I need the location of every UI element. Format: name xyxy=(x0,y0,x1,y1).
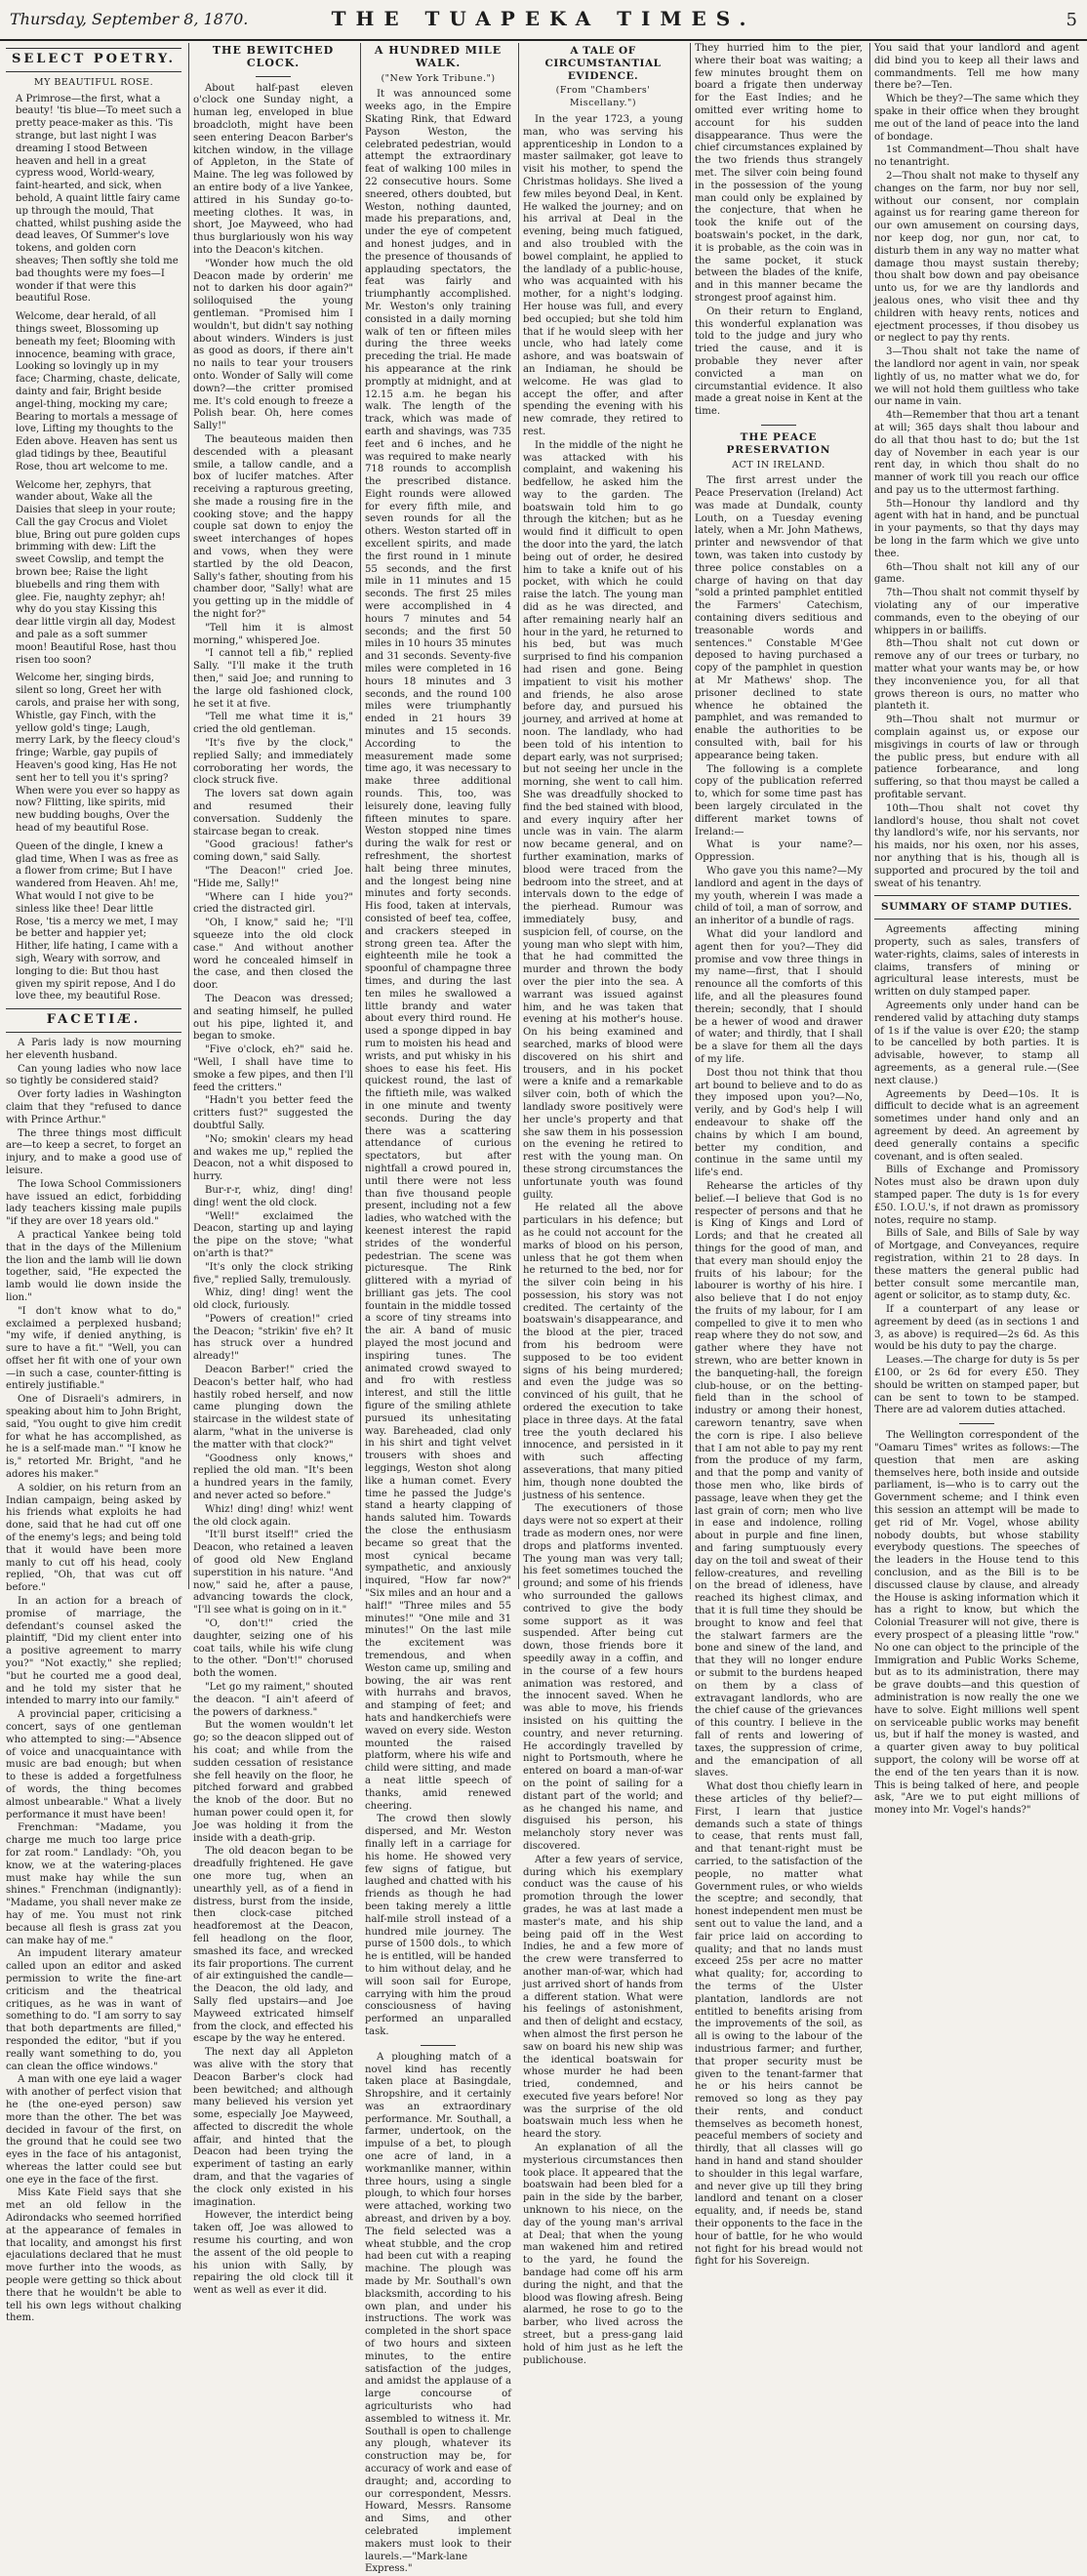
facetiae-item: In an action for a breach of promise of marriage, the defendant's counsel asked the plaintiff, "Did my client enter into a positive agreement to marry you?" "Not exactly," she replied; "but he courted me a good deal, and he told my sister that he intended to marry into our family." xyxy=(6,1596,181,1707)
article-paragraph: Rehearse the articles of thy belief.—I believe that God is no respecter of persons and that he is King of Kings and Lord of Lords; and that he created all things for the good of man, and that every man should enjoy the fruits of his labour; for the labourer is worthy of his hire. I also believe that I do not enjoy the fruits of my labour, for I am compelled to give it to men who reap where they do not sow, and gather where they have not strewn, who are better known in the banqueting-hall, the foreign club-house, or on the betting-field than in the school of industry or among their honest, careworn tenantry, save when the corn is ripe. I also believe that I am not able to pay my rent from the produce of my farm, and that the pomp and vanity of those men who, like birds of passage, leave when they get the last grain of corn; men who live in ease and indolence, rolling about in purple and fine linen, and faring sumptuously every day on the toil and sweat of their fellow-creatures, and revelling on the bread of idleness, have reached its highest climax, and that it is full time they should be brought to know and feel that the stalwart farmers are the bone and sinew of the land, and that they will no longer endure or submit to the burdens heaped on them by a class of extravagant landlords, who are the chief cause of the grievances of this country. I believe in the fall of rents and lowering of taxes, the suppression of crime, and the emancipation of all slaves. xyxy=(695,1180,863,1779)
article-paragraph: In the middle of the night he was attacked with his complaint, and wakening his bedfellow, he asked him the way to the garden. The boatswain told him to go through the kitchen; but as he would find it difficult to open the door into the yard, the latch being out of order, he desired him to take a knife out of his pocket, with which he could raise the latch. The young man did as he was directed, and after remaining nearly half an hour in the yard, he returned to his bed, but was much surprised to find his companion had risen and gone. Being impatient to visit his mother and friends, he also arose before day, and pursued his journey, and arrived at home at noon. The landlady, who had been told of his intention to depart early, was not surprised; but not seeing her uncle in the morning, she went to call him. She was dreadfully shocked to find the bed stained with blood, and every inquiry after her uncle was in vain. The alarm now became general, and on further examination, marks of blood were traced from the bedroom into the street, and at intervals down to the edge of the pierhead. Rumour was immediately busy, and suspicion fell, of course, on the young man who slept with him, that he had committed the murder and thrown the body over the pier into the sea. A warrant was issued against him, and he was taken that evening at his mother's house. On his being examined and searched, marks of blood were discovered on his shirt and trousers, and in his pocket were a knife and a remarkable silver coin, both of which the landlady swore positively were her uncle's property and that she saw them in his possession on the evening he retired to rest with the young man. On these strong circumstances the unfortunate youth was found guilty. xyxy=(523,439,683,1201)
article-paragraph: About half-past eleven o'clock one Sunday night, a human leg, enveloped in blue broadcloth, might have been seen entering Deacon Barber's kitchen window, in the village of Appleton, in the State of Maine. The leg was followed by an entire body of a live Yankee, attired in his Sunday go-to-meeting clothes. It was, in short, Joe Mayweed, who had thus burglariously won his way into the Deacon's kitchen. xyxy=(193,82,353,256)
facetiae-item: An impudent literary amateur called upon an editor and asked permission to write the fine-art criticism and the theatrical critiques, as he was in want of something to do. "I am sorry to say that both departments are filled," responded the editor, "but if you really want something to do, you can clean the office windows." xyxy=(6,1948,181,2072)
article-paragraph: Whiz! ding! ding! whiz! went the old clock again. xyxy=(193,1503,353,1528)
column-rule xyxy=(518,43,519,1589)
column-1 xyxy=(6,43,185,2324)
article-paragraph: "O, don't!" cried the daughter, seizing one of his coat tails, while his wife clung to the other. "Don't!" chorused both the women. xyxy=(193,1618,353,1680)
article-source: ("New York Tribune.") xyxy=(381,72,496,84)
article-paragraph: "Tell me what time it is," cried the old gentleman. xyxy=(193,712,353,736)
article-paragraph: Whiz, ding! ding! went the old clock, furiously. xyxy=(193,1288,353,1312)
column-2 xyxy=(193,43,357,2297)
article-paragraph: "No; smokin' clears my head and wakes me up," replied the Deacon, not a whit disposed to hurry. xyxy=(193,1133,353,1183)
section-divider xyxy=(6,71,181,72)
facetiae-item: Miss Kate Field says that she met an old fellow in the Adirondacks who seemed horrified at the appearance of females in that locality, and amongst his first ejaculations declared that he must move further into the woods, as people were getting so thick about there that he wouldn't be able to tell his own legs without chalking them. xyxy=(6,2188,181,2324)
article-paragraph: It was announced some weeks ago, in the Empire Skating Rink, that Edward Payson Weston, the celebrated pedestrian, would attempt the extraordinary feat of walking 100 miles in 22 consecutive hours. Some sneered, others doubted, but Weston, nothing daunted, made his preparations, and, under the eye of competent and honest judges, and in the presence of thousands of applauding spectators, the feat was fairly and triumphantly accomplished. Mr. Weston's only training consisted in a daily morning walk of ten or fifteen miles during the three weeks preceding the trial. He made his appearance at the rink promptly at midnight, and at 12.15 a.m. he began his walk. The length of the track, which was made of earth and shavings, was 735 feet and 6 inches, and he was required to make nearly 718 rounds to accomplish the prescribed distance. Eight rounds were allowed for every fifth mile, and seven rounds for all the others. Weston started off in excellent spirits, and made the first round in 1 minute 55 seconds, and the first mile in 11 minutes and 15 seconds. The first 25 miles were accomplished in 4 hours 7 minutes and 54 seconds; and the first 50 miles in 10 hours 35 minutes and 31 seconds. Seventy-five miles were completed in 16 hours 18 minutes and 3 seconds, and the round 100 miles were triumphantly ended in 21 hours 39 minutes and 15 seconds. According to the measurement made some time ago, it was necessary to make three additional rounds. This, too, was leisurely done, leaving fully fifteen minutes to spare. Weston stopped nine times during the walk for rest or refreshment, the shortest halt being three minutes, and the longest being nine minutes and forty seconds. His food, taken at intervals, consisted of beef tea, coffee, and crackers steeped in strong green tea. After the eighteenth mile he took a spoonful of champagne three times, and during the last ten miles he swallowed a little brandy and water about every third round. He used a sponge dipped in bay rum to moisten his head and wrists, and put whisky in his shoes to ease his feet. His quickest round, the last of the fiftieth mile, was walked in one minute and twenty seconds. During the day there was a scattering attendance of curious spectators, but after nightfall a crowd poured in, until there were not less than five thousand people present, including not a few ladies, who watched with the keenest interest the rapid strides of the wonderful pedestrian. The scene was picturesque. The Rink glittered with a myriad of brilliant gas jets. The cool fountain in the middle tossed a score of tiny streams into the air. A band of music played the most jocund and inspiring tunes. The animated crowd swayed to and fro with restless interest, and still the little figure of the smiling athlete pursued its unhesitating way. Bareheaded, clad only in his shirt and tight velvet trousers with shoes and leggings, Weston shot along like a human comet. Every time he passed the Judge's stand a hearty clapping of hands saluted him. Towards the close the enthusiasm became so great that the most cynical became sympathetic, and anxiously inquired, "How far now?" "Six miles and an hour and a half!" "Three miles and 55 minutes!" "One mile and 31 minutes!" On the last mile the excitement was tremendous, and when Weston came up, smiling and bowing, the air was rent with hurrahs and bravos, and stamping of feet; and hats and handkerchiefs were waved on every side. Weston mounted the raised platform, where his wife and child were sitting, and made a neat little speech of thanks, amid renewed cheering. xyxy=(365,89,511,1812)
article-paragraph: The following is a complete copy of the publication referred to, which for some time past has been largely circulated in the different market towns of Ireland:— xyxy=(695,763,863,838)
column-rule xyxy=(869,43,870,1589)
article-paragraph: On their return to England, this wonderful explanation was told to the judge and jury who tried the cause, and it is probable they never after convicted a man on circumstantial evidence. It also made a great noise in Kent at the time. xyxy=(695,306,863,418)
article-paragraph: 7th—Thou shalt not commit thyself by violating any of our imperative commands, even to the obeying of our whippers in or bailiffs. xyxy=(874,588,1079,636)
heading-rule xyxy=(256,76,291,77)
masthead xyxy=(0,0,1087,41)
article-paragraph: The executioners of those days were not so expert at their trade as modern ones, nor were drops and platforms invented. The young man was very tall; his feet sometimes touched the ground; and some of his friends who surrounded the gallows contrived to give the body some support as it was suspended. After being cut down, those friends bore it speedily away in a coffin, and in the course of a few hours animation was restored, and the innocent saved. When he was able to move, his friends insisted on his quitting the country, and never returning. He accordingly travelled by night to Portsmouth, where he entered on board a man-of-war on the point of sailing for a distant part of the world; and as he changed his name, and disguised his person, his melancholy story never was discovered. xyxy=(523,1503,683,1852)
article-paragraph: 2—Thou shalt not make to thyself any changes on the farm, nor buy nor sell, without our consent, nor complain against us for rearing game thereon for our own amusement on coursing days, nor keep dog, nor gun, nor cat, to disturb them in any way no matter what damage thou mayst sustain thereby; thou shalt bow down and pay obeisance unto us, for we are thy landlords and jealous ones, who visit thee and thy children with heavy rents, notices and ejectment processes, if thou disobey us or neglect to pay thy rents. xyxy=(874,170,1079,345)
facetiae-item: Frenchman: "Madame, you charge me much too large price for zat room." Landlady: "Oh, you know, we at the watering-places must make hay while the sun shines." Frenchman (indignantly): "Madame, you shall never make ze hay of me. You must not rink because all flesh is grass zat you can make hay of me." xyxy=(6,1822,181,1946)
section-divider xyxy=(6,48,181,49)
article-paragraph: Agreements by Deed—10s. It is difficult to decide what is an agreement sometimes under hand only and an agreement by deed. An agreement by deed generally contains a specific covenant, and is often sealed. xyxy=(874,1088,1079,1163)
facetiae-item: A provincial paper, criticising a concert, says of one gentleman who attempted to sing:—"Absence of voice and unacquaintance with music are bad enough; but when to these is added a forgetfulness of words, the thing becomes almost unbearable." What a lively performance it must have been! xyxy=(6,1709,181,1820)
section-divider xyxy=(6,1032,181,1033)
article-paragraph: The next day all Appleton was alive with the story that Deacon Barber's clock had been bewitched; and although many believed his version yet some, especially Joe Mayweed, affected to discredit the whole affair, and hinted that the Deacon had been trying the experiment of tasting an early dram, and that the vagaries of the clock only existed in his imagination. xyxy=(193,2047,353,2208)
article-paragraph: 9th—Thou shalt not murmur or complain against us, or expose our misgivings in courts of law or through the public press, but endure with all patience forbearance, and long suffering, so that thou mayst be called a profitable servant. xyxy=(874,715,1079,801)
article-paragraph: "Tell him it is almost morning," whispered Joe. xyxy=(193,622,353,646)
poem-stanza: Welcome, dear herald, of all things sweet, Blossoming up beneath my feet; Blooming with innocence, beaming with grace, Looking so lovingly up in my face; Charming, chaste, delicate, dainty and fair, Bright beside angel-thing, mocking my care; Bearing to mortals a message of love, Lifting my thoughts to the Eden above. Heaven has sent us glad tidings by thee, Beautiful Rose, thou art welcome to me. xyxy=(16,311,181,472)
peace-preservation-subheading: ACT IN IRELAND. xyxy=(732,459,825,470)
column-rule xyxy=(360,43,361,1589)
article-paragraph: They hurried him to the pier, where their boat was waiting; a few minutes brought them on board a frigate then underway for the East Indies; and he omitted ever writing home to account for his sudden disappearance. Thus were the chief circumstances explained by the two friends thus strangely met. The silver coin being found in the possession of the young man could only be explained by the conjecture, that when he took the knife out of the boatswain's pocket, in the dark, it is probable, as the coin was in the same pocket, it stuck between the blades of the knife, and in this manner became the strongest proof against him. xyxy=(695,43,863,304)
article-paragraph: "The Deacon!" cried Joe. "Hide me, Sally!" xyxy=(193,866,353,889)
facetiae-item: A man with one eye laid a wager with another of perfect vision that he (the one-eyed person) saw more than the other. The bet was decided in favour of the first, on the ground that he could see two eyes in the face of his antagonist, whereas the latter could see but one eye in the face of the first. xyxy=(6,2074,181,2186)
facetiae-item: A practical Yankee being told that in the days of the Millenium the lion and the lamb will lie down together, said, "He expected the lamb would lie down inside the lion." xyxy=(6,1229,181,1303)
article-paragraph: "It's five by the clock," replied Sally; and immediately corroborating her words, the clock struck five. xyxy=(193,738,353,787)
article-paragraph: "Well!" exclaimed the Deacon, starting up and laying the pipe on the stove; "what on'arth is that?" xyxy=(193,1210,353,1259)
article-paragraph: Bills of Sale, and Bills of Sale by way of Mortgage, and Conveyances, require registration, within 21 to 28 days. In these matters the general public had better consult some mercantile man, agent or solicitor, as to stamp duty, &c. xyxy=(874,1228,1079,1302)
article-paragraph: Who gave you this name?—My landlord and agent in the days of my youth, wherein I was made a child of toil, a man of sorrow, and an inheritor of a bundle of rags. xyxy=(695,866,863,927)
article-paragraph: "Wonder how much the old Deacon made by orderin' me not to darken his door again?" soliloquised the young gentleman. "Promised him I wouldn't, but didn't say nothing about winders. Winders is just as good as doors, if there ain't no nails to tear your trousers onto. Wonder of Sally will come down?—the critter promised me. It's cold enough to freeze a Polish bear. Oh, here comes Sally!" xyxy=(193,258,353,432)
peace-preservation-heading: THE PEACE PRESERVATION xyxy=(726,430,831,456)
section-divider xyxy=(6,1008,181,1009)
poem-stanza: Queen of the dingle, I knew a glad time, When I was as free as a flower from crime; But I have wandered from Heaven. Ah! me, What would I not give to be sinless like thee! Dear little Rose, 'tis a mercy we met, I may be better and happier yet; Hither, life hating, I came with a sigh, Weary with sorrow, and longing to die: But thou hast given my spirit repose, And I do love thee, my beautiful Rose. xyxy=(16,840,179,1002)
article-paragraph: The first arrest under the Peace Preservation (Ireland) Act was made at Dundalk, county Louth, on a Tuesday evening lately, when a Mr. John Mathews, printer and newsvendor of that town, was taken into custody by three police constables on a charge of having on that day "sold a printed pamphlet entitled the Farmers' Catechism, containing divers seditious and treasonable words and sentences." Constable M'Gee deposed to having purchased a copy of the pamphlet in question at Mr Mathews' shop. The prisoner declined to state whence he obtained the pamphlet, and was remanded to enable the authorities to be consulted with, bail for his appearance being taken. xyxy=(695,475,863,761)
article-paragraph: "It's only the clock striking five," replied Sally, tremulously. xyxy=(193,1261,353,1286)
article-paragraph: An explanation of all the mysterious circumstances then took place. It appeared that the boatswain had been bled for a pain in the side by the barber, unknown to his niece, on the day of the young man's arrival at Deal; that when the young man wakened him and retired to the yard, he found the bandage had come off his arm during the night, and that the blood was flowing afresh. Being alarmed, he rose to go to the barber, who lived across the street, but a press-gang laid hold of him just as he left the publichouse. xyxy=(523,2143,683,2366)
article-paragraph: Deacon Barber!" cried the Deacon's better half, who had hastily robed herself, and now came plunging down the staircase in the wildest state of alarm, "what in the universe is the matter with that clock?" xyxy=(193,1365,353,1451)
poem-title: MY BEAUTIFUL ROSE. xyxy=(33,76,154,88)
section-divider xyxy=(874,895,1079,896)
article-paragraph: Leases.—The charge for duty is 5s per £100, or 2s 6d for every £50. They should be written on stamped paper, but can be sent to town to be stamped. There are ad valorem duties attached. xyxy=(874,1355,1079,1416)
newspaper-title: THE TUAPEKA TIMES. xyxy=(331,7,756,30)
article-paragraph: 3—Thou shalt not take the name of the landlord nor agent in vain, nor speak lightly of us, no matter what we do, for we will not hold them guiltless who take our name in vain. xyxy=(874,347,1079,408)
bewitched-clock-heading: THE BEWITCHED CLOCK. xyxy=(212,44,335,69)
section-divider xyxy=(959,1423,994,1424)
article-paragraph: "Five o'clock, eh?" said he. "Well, I shall have time to smoke a few pipes, and then I'll feed the critters." xyxy=(193,1044,353,1093)
article-paragraph: "Hadn't you better feed the critters fust?" suggested the doubtful Sally. xyxy=(193,1095,353,1131)
article-paragraph: "I cannot tell a fib," replied Sally. "I'll make it the truth then," said Joe; and running to the large old fashioned clock, he set it at five. xyxy=(193,648,353,710)
poem-body xyxy=(6,94,181,1004)
article-paragraph: Which be they?—The same which they spake in their office when they brought me out of the land of peace into the land of bondage. xyxy=(874,94,1079,143)
article-paragraph: Dost thou not think that thou art bound to believe and to do as they imposed upon you?—No, verily, and by God's help I will endeavour to shake off the chains by which I am bound, better my condition, and continue in the same until my life's end. xyxy=(695,1067,863,1179)
stamp-duties-heading: SUMMARY OF STAMP DUTIES. xyxy=(881,901,1072,914)
hundred-mile-walk-heading: A HUNDRED MILE WALK. xyxy=(374,44,503,69)
column-rule xyxy=(188,43,189,1589)
column-5 xyxy=(695,43,866,2268)
article-paragraph: "Good gracious! father's coming down," said Sally. xyxy=(193,839,353,864)
article-paragraph: Bur-r-r, whiz, ding! ding! ding! went the old clock. xyxy=(193,1184,353,1208)
article-paragraph: What did your landlord and agent then for you?—They did promise and vow three things in my name—first, that I should renounce all the comforts of this life, and all the pleasures found therein; secondly, that I should be a hewer of wood and drawer of water; and thirdly, that I shall be a slave for them all the days of my life. xyxy=(695,928,863,1065)
section-divider xyxy=(874,919,1079,920)
article-paragraph: "Where can I hide you?" cried the distracted girl. xyxy=(193,891,353,916)
article-paragraph: You said that your landlord and agent did bind you to keep all their laws and commandments. Tell me how many there be?—Ten. xyxy=(874,43,1079,92)
article-paragraph: If a counterpart of any lease or agreement by deed (as in sections 1 and 3, as above) is required—2s 6d. As this would be his duty to pay the charge. xyxy=(874,1304,1079,1353)
article-paragraph: 5th—Honour thy landlord and thy agent with hat in hand, and be punctual in your payments, so that thy days may be long in the farm which we give unto thee. xyxy=(874,498,1079,559)
section-divider xyxy=(761,425,796,426)
article-paragraph: "Let go my raiment," shouted the deacon. "I ain't afeerd of the powers of darkness." xyxy=(193,1682,353,1718)
article-paragraph: The Wellington correspondent of the "Oamaru Times" writes as follows:—The question that men are asking themselves here, both inside and outside parliament, is—who is to carry out the Government scheme; and I think even this session an attempt will be made to get rid of Mr. Vogel, whose ability nobody doubts, but whose stability everybody questions. The speeches of the leaders in the House tend to this conclusion, and as the Bill is to be discussed clause by clause, and already the House is asking information which it has a right to know, but which the Colonial Treasurer will not give, there is every prospect of a pleasing little "row." No one can object to the principle of the Immigration and Public Works Scheme, but as to its administration, there may be grave doubts—and this question of administration is now really the one we have to solve. Eight millions well spent on serviceable public works may benefit us, but if half the money is wasted, and a quarter given away to buy political support, the colony will be worse off at the end of the ten years than it is now. This is being talked of here, and people ask, "Are we to put eight millions of money into Mr. Vogel's hands?" xyxy=(874,1430,1079,1817)
article-paragraph: Agreements affecting mining property, such as sales, transfers of water-rights, claims, sales of interests in claims, transfers of mining or agricultural lease interests, must be written on duly stamped paper. xyxy=(874,924,1079,999)
article-paragraph: The beauteous maiden then descended with a pleasant smile, a tallow candle, and a box of lucifer matches. After receiving a rapturous greeting, she made a rousing fire in the cooking stove; and the happy couple sat down to enjoy the sweet interchanges of hopes and vows, when they were startled by the old Deacon, Sally's father, shouting from his chamber door, "Sally! what are you getting up in the middle of the night for?" xyxy=(193,433,353,621)
article-paragraph: He related all the above particulars in his defence; but as he could not account for the marks of blood on his person, unless that he got them when he returned to the bed, nor for the silver coin being in his possession, his story was not credited. The certainty of the boatswain's disappearance, and the blood at the pier, traced from his bedroom were supposed to be too evident signs of his being murdered; and even the judge was so convinced of his guilt, that he ordered the execution to take place in three days. At the fatal tree the youth declared his innocence, and persisted in it with such affecting asseverations, that many pitied him, though none doubted the justness of his sentence. xyxy=(523,1203,683,1501)
article-paragraph: Agreements only under hand can be rendered valid by attaching duty stamps of 1s if the value is over £20; the stamp to be cancelled by both parties. It is advisable, however, to stamp all agreements, as a general rule.—(See next clause.) xyxy=(874,1000,1079,1086)
issue-date: Thursday, September 8, 1870. xyxy=(10,10,249,28)
section-divider xyxy=(421,2045,456,2046)
column-6 xyxy=(874,43,1083,1817)
article-paragraph: 8th—Thou shalt not cut down or remove any of our trees or turbary, no matter what your wants may be, or how they inconvenience you, for all that grows thereon is ours, no matter who planteth it. xyxy=(874,638,1079,713)
poem-stanza: A Primrose—the first, what a beauty! 'tis blue—To meet such a pretty peace-maker as this. 'Tis strange, but last night I was dreaming I stood Between heaven and hell in a great cypress wood, World-weary, faint-hearted, and sick, when behold, A quaint little fairy came up through the mould, That chatted, whilst pushing aside the dead leaves, Of Summer's love tokens, and golden corn sheaves; Then softly she told me bad thoughts were my foes—I wonder if that were this beautiful Rose. xyxy=(16,93,181,305)
facetiae-item: A soldier, on his return from an Indian campaign, being asked by his friends what exploits he had done, said that he had cut off one of the enemy's legs; and being told that it would have been more manly to cut off his head, cooly replied, "Oh, that was cut off before." xyxy=(6,1482,181,1594)
article-paragraph: The crowd then slowly dispersed, and Mr. Weston finally left in a carriage for his home. He showed very few signs of fatigue, but laughed and chatted with his friends as though he had been taking merely a little half-mile stroll instead of a hundred mile journey. The purse of 1500 dols., to which he is entitled, will be handed to him without delay, and he will soon sail for Europe, carrying with him the proud consciousness of having performed an unparalled task. xyxy=(365,1814,511,2037)
article-paragraph: In the year 1723, a young man, who was serving his apprenticeship in London to a master sailmaker, got leave to visit his mother, to spend the Christmas holidays. She lived a few miles beyond Deal, in Kent. He walked the journey; and on his arrival at Deal in the evening, being much fatigued, and also troubled with the bowel complaint, he applied to the landlady of a public-house, who was acquainted with his mother, for a night's lodging. Her house was full, and every bed occupied; but she told him that if he would sleep with her uncle, who had lately come ashore, and was boatswain of an Indiaman, he should be welcome. He was glad to accept the offer, and after spending the evening with his new comrade, they retired to rest. xyxy=(523,113,683,437)
article-paragraph: However, the interdict being taken off, Joe was allowed to resume his courting, and won the assent of the old people to his union with Sally, by repairing the old clock till it went as well as ever it did. xyxy=(193,2210,353,2297)
facetiae-item: Over forty ladies in Washington claim that they "refused to dance with Prince Arthur." xyxy=(6,1089,181,1125)
poetry-heading: SELECT POETRY. xyxy=(11,52,177,66)
article-paragraph: But the women wouldn't let go; so the deacon slipped out of his coat; and while from the sudden cessation of resistance she fell heavily on the floor, he pitched forward and grabbed the knob of the door. But no human power could open it, for Joe was holding it from the inside with a death-grip. xyxy=(193,1720,353,1844)
article-paragraph: The lovers sat down again and resumed their conversation. Suddenly the staircase began to creak. xyxy=(193,789,353,838)
facetiae-item: One of Disraeli's admirers, in speaking about him to John Bright, said, "You ought to give him credit for what he has accomplished, as he is a self-made man." "I know he is," retorted Mr. Bright, "and he adores his maker." xyxy=(6,1394,181,1481)
ploughing-match-paragraph: A ploughing match of a novel kind has recently taken place at Basingdale, Shropshire, and it certainly was an extraordinary performance. Mr. Southall, a farmer, undertook, on the impulse of a bet, to plough one acre of land, in a workmanlike manner, within three hours, using a single plough, to which four horses were attached, working two abreast, and driven by a boy. The field selected was a wheat stubble, and the crop had been cut with a reaping machine. The plough was made by Mr. Southall's own blacksmith, according to his own plan, and under his instructions. The work was completed in the short space of two hours and sixteen minutes, to the entire satisfaction of the judges, and amidst the applause of a large concourse of agriculturists who had assembled to witness it. Mr. Southall is open to challenge any plough, whatever its construction may be, for accuracy of work and ease of draught; and, according to our correspondent, Messrs. Howard, Messrs. Ransome and Sims, and other celebrated implement makers must look to their laurels.—"Mark-lane Express." xyxy=(365,2051,511,2575)
article-paragraph: "Goodness only knows," replied the old man. "It's been a hundred years in the family, and never acted so before." xyxy=(193,1452,353,1502)
poem-stanza: Welcome her, zephyrs, that wander about, Wake all the Daisies that sleep in your route; Call the gay Crocus and Violet blue, Bring out pure golden cups brimming with dew: Lift the sweet Cowslip, and tempt the brown bee; Raise the light bluebells and ring them with glee. Fie, naughty zephyr; ah! why do you stay Kissing this dear little virgin all day, Modest and pale as a soft summer moon! Beautiful Rose, hast thou risen too soon? xyxy=(16,479,181,666)
article-paragraph: The old deacon began to be dreadfully frightened. He gave one more tug, when an unearthly yell, as of a fiend in distress, burst from the inside, then clock-case pitched headforemost at the Deacon, fell headlong on the floor, smashed its face, and wrecked its fair proportions. The current of air extinguished the candle—the Deacon, the old lady, and Sally fled upstairs—and Joe Mayweed extricated himself from the clock, and effected his escape by the way he entered. xyxy=(193,1846,353,2045)
facetiae-heading: FACETIÆ. xyxy=(46,1012,141,1028)
article-paragraph: "Oh, I know," said he; "I'll squeeze into the old clock case." And without another word he concealed himself in the case, and then closed the door. xyxy=(193,918,353,992)
circumstantial-evidence-heading: A TALE OF CIRCUMSTANTIAL EVIDENCE. xyxy=(544,45,662,82)
facetiae-body xyxy=(6,1038,181,2325)
article-paragraph: "Powers of creation!" cried the Deacon; "strikin' five eh? It has struck over a hundred already!" xyxy=(193,1313,353,1363)
facetiae-item: "I don't know what to do," exclaimed a perplexed husband; "my wife, if denied anything, is sure to have a fit." "Well, you can offset her fit with one of your own—in such a case, counter-fitting is entirely justifiable." xyxy=(6,1305,181,1392)
facetiae-item: The three things most difficult are—to keep a secret, to forget an injury, and to make a good use of leisure. xyxy=(6,1127,181,1176)
page-number: 5 xyxy=(1066,10,1077,30)
article-paragraph: What dost thou chiefly learn in these articles of thy belief?—First, I learn that justice demands such a state of things to cease, that rents must fall, and that tenant-right must be carried, to the satisfaction of the people, no matter what Government rules, or who wields the sceptre; and secondly, that honest independent men must be sent out to value the land, and a fair price laid on according to quality; and that no lands must exceed 25s per acre no matter what quality; for, according to the terms of the Ulster plantation, landlords are not entitled to benefits arising from the improvements of the soil, as all is owing to the labour of the industrious farmer; and further, that proper security must be given to the tenant-farmer that he or his heirs cannot be removed so long as they pay their rents, and conduct themselves as becometh honest, peaceful members of society and thirdly, that all classes will go hand in hand and stand shoulder to shoulder in this legal warfare, and never give up till they bring landlord and tenant on a closer equality, and, if needs be, stand their opponents to the face in the hour of battle, for he who would not fight for his bread would not fight for his Sovereign. xyxy=(695,1781,863,2268)
article-source: (From "Chambers' Miscellany.") xyxy=(555,85,651,109)
article-paragraph: After a few years of service, during which his exemplary conduct was the cause of his promotion through the lower grades, he was at last made a master's mate, and his ship being paid off in the West Indies, he and a few more of the crew were transferred to another man-of-war, which had just arrived short of hands from a different station. What were his feelings of astonishment, and then of delight and ecstacy, when almost the first person he saw on board his new ship was the identical boatswain for whose murder he had been tried, condemned, and executed five years before! Nor was the surprise of the old boatswain much less when he heard the story. xyxy=(523,1854,683,2141)
poem-stanza: Welcome her, singing birds, silent so long, Greet her with carols, and praise her with song, Whistle, gay Finch, with the yellow gold's tinge; Laugh, merry Lark, by the fleecy cloud's fringe; Warble, gay pupils of Heaven's good king, Has He not sent her to tell you it's spring? When were you ever so happy as now? Flitting, like spirits, mid new budding boughs, Over the head of my beautiful Rose. xyxy=(16,673,181,835)
article-paragraph: What is your name?—Oppression. xyxy=(695,839,863,864)
article-paragraph: 10th—Thou shalt not covet thy landlord's house, thou shalt not covet thy landlord's wife, nor his servants, nor his maids, nor his oxen, nor his asses, nor anything that is his, though all is supported and procured by the toil and sweat of his tenantry. xyxy=(874,802,1079,889)
facetiae-item: Can young ladies who now lace so tightly be considered staid? xyxy=(6,1063,181,1087)
facetiae-item: A Paris lady is now mourning her eleventh husband. xyxy=(6,1037,181,1061)
article-paragraph: The Deacon was dressed; and seating himself, he pulled out his pipe, lighted it, and began to smoke. xyxy=(193,993,353,1043)
article-paragraph: 4th—Remember that thou art a tenant at will; 365 days shalt thou labour and do all that thou hast to do; but the 1st day of November in each year is our rent day, in which thou shalt do no manner of work till you reach our office and pay us to the uttermost farthing. xyxy=(874,410,1079,496)
column-rule xyxy=(690,43,691,1589)
article-paragraph: 6th—Thou shalt not kill any of our game. xyxy=(874,561,1079,586)
article-paragraph: Bills of Exchange and Promissory Notes must also be drawn upon duly stamped paper. The duty is 1s for every £50. I.O.U.'s, if not drawn as promissory notes, require no stamp. xyxy=(874,1165,1079,1226)
article-paragraph: "It'll burst itself!" cried the Deacon, who retained a leaven of good old New England superstition in his nature. "And now," said he, after a pause, advancing towards the clock, "I'll see what is going on in it." xyxy=(193,1530,353,1616)
column-3 xyxy=(365,43,515,2575)
article-paragraph: 1st Commandment—Thou shalt have no tenantright. xyxy=(874,144,1079,169)
facetiae-item: The Iowa School Commissioners have issued an edict, forbidding lady teachers kissing male pupils "if they are over 18 years old." xyxy=(6,1178,181,1228)
column-4 xyxy=(523,43,687,2366)
